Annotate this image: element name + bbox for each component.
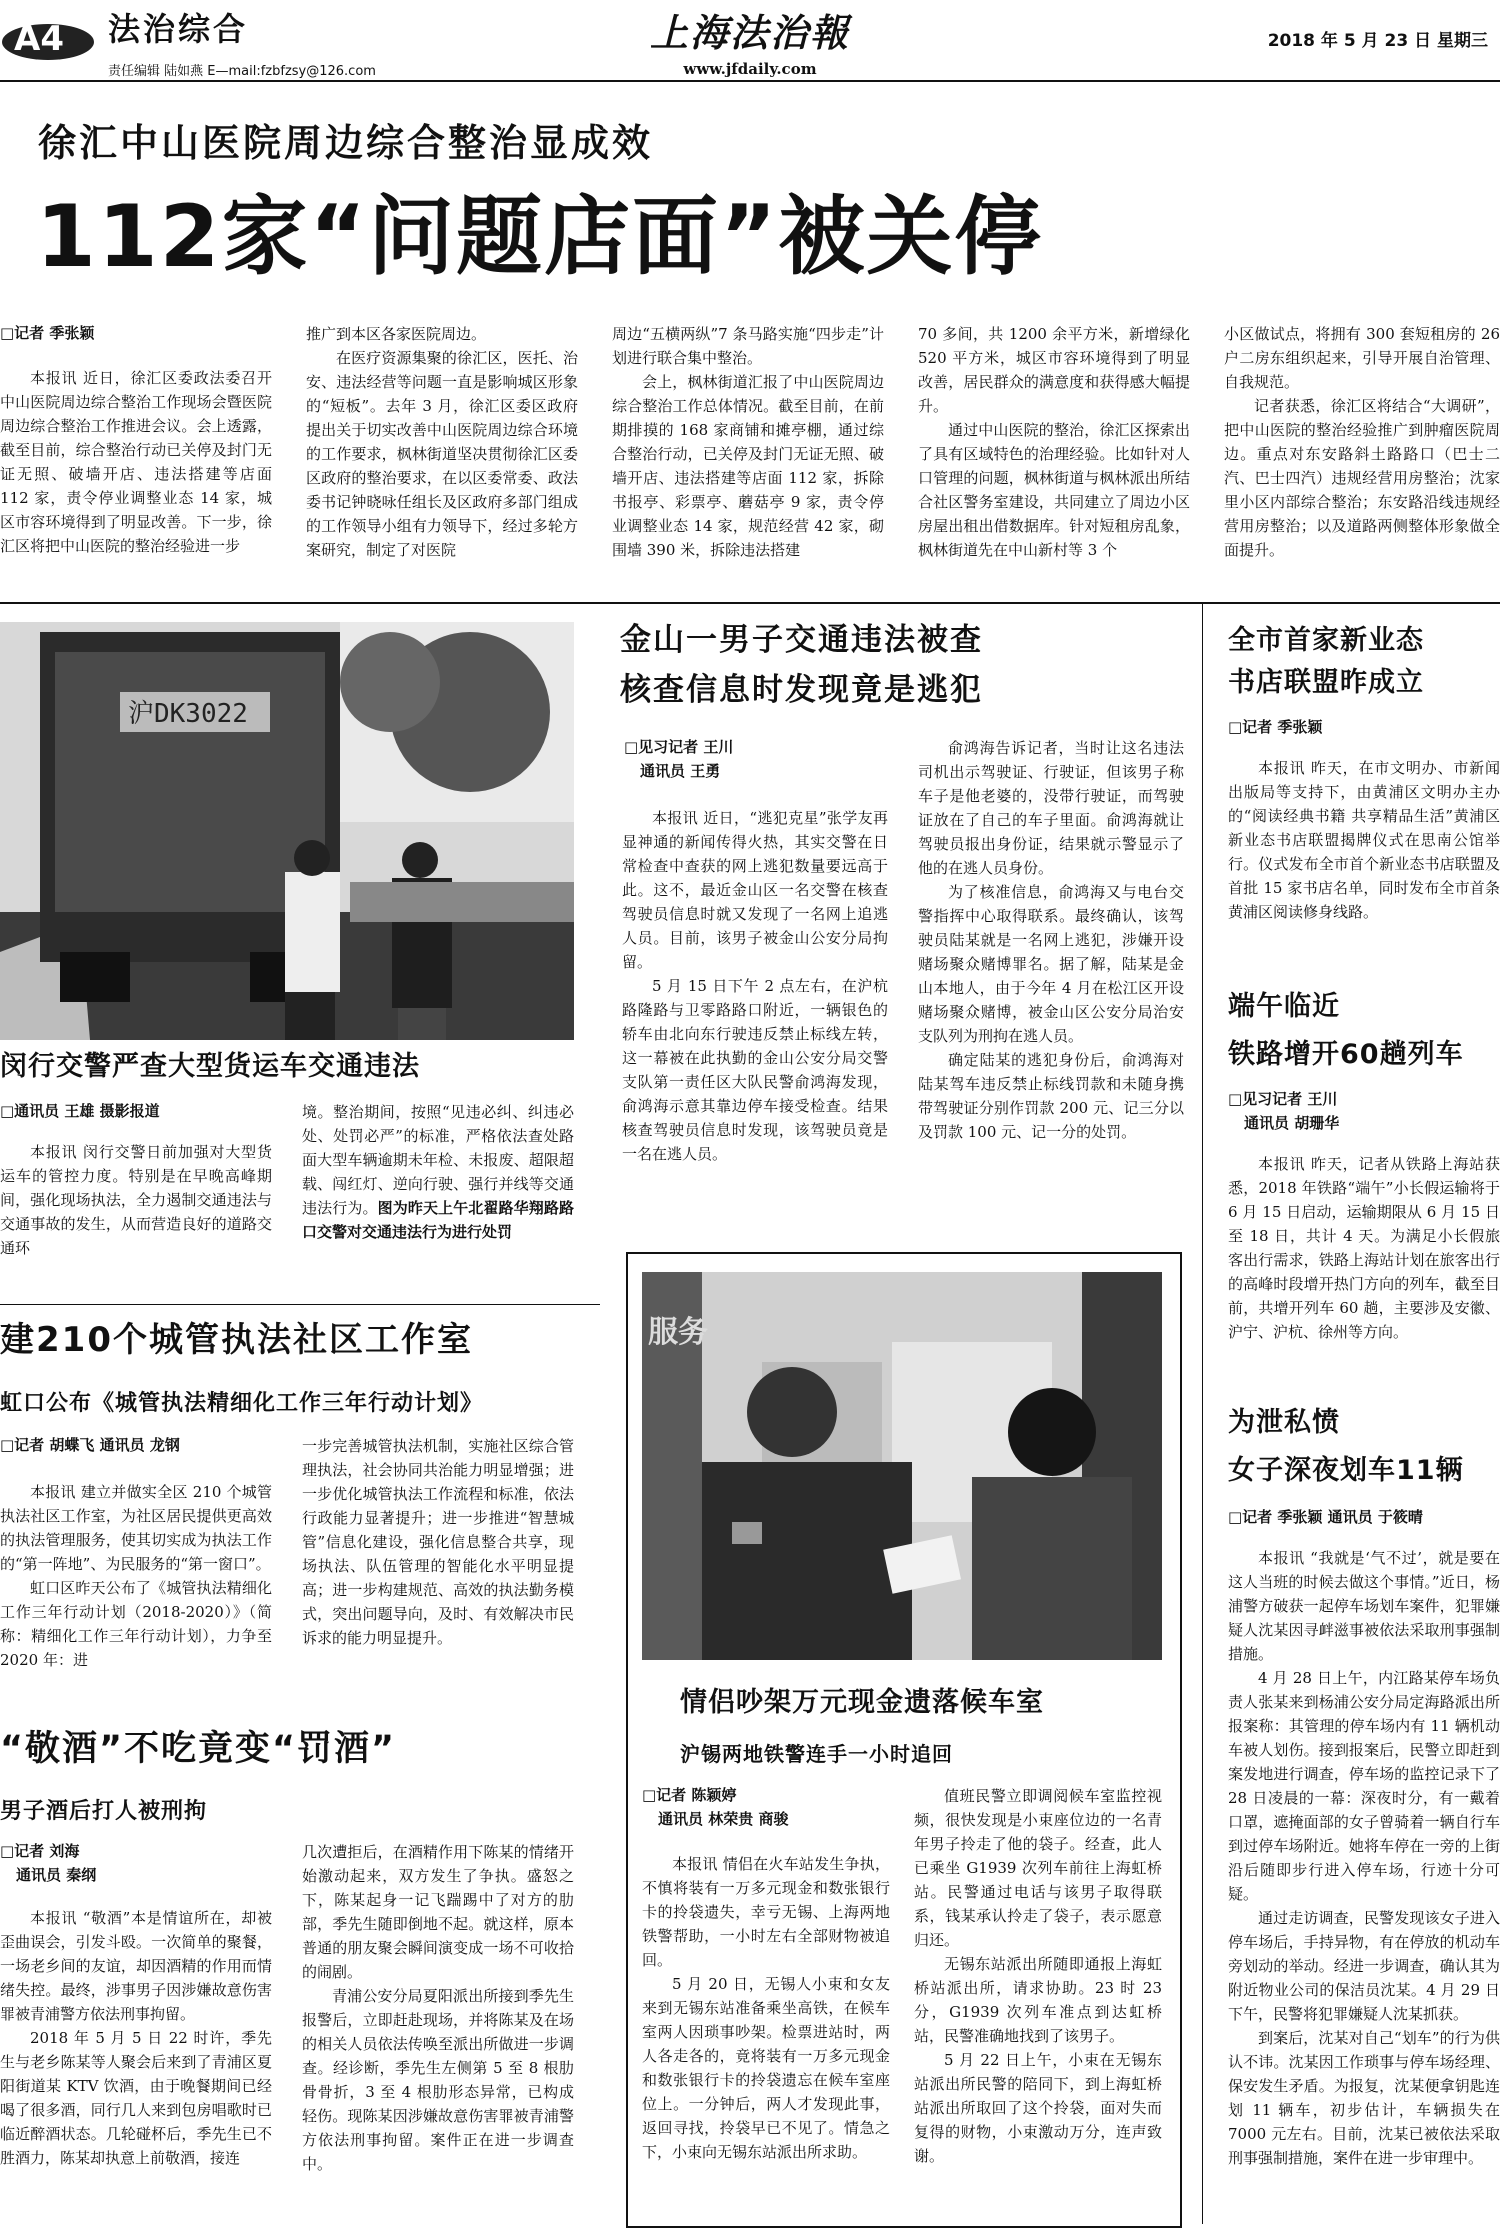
drink-headline: “敬酒”不吃竟变“罚酒” [0,1729,397,1769]
train-headline-2: 铁路增开60趟列车 [1228,1039,1464,1070]
lead-column-1: 本报讯 近日，徐汇区委政法委召开中山医院周边综合整治工作现场会暨医院周边综合整治工作推进会议。会上透露，截至目前，综合整治行动已关停及封门无证无照、破墙开店、违法搭建等店面 112 家，责令停业调整业态 14 家，城区市容环境得到了明显改善。下一步，徐汇区将把中山医院的整治经验进一步 [0,369,272,555]
jinshan-column-1: 本报讯 近日，“逃犯克星”张学友再显神通的新闻传得火热，其实交警在日常检查中查获的网上逃犯数量要远高于此。这不，最近金山区一名交警在核查驾驶员信息时就又发现了一名网上追逃人员。目前，该男子被金山公安分局拘留。 5 月 15 日下午 2 点左右，在沪杭路隆路与卫零路路口附近，一辆银色的轿车由北向东行驶违反禁止标线左转，这一幕被在此执勤的金山公安分局交警支队第一责任区大队民警俞鸿海发现，俞鸿海示意其靠边停车接受检查。结果核查驾驶员信息时发现，该驾驶员竟是一名在逃人员。 [622,809,888,1163]
lead-kicker: 徐汇中山医院周边综合整治显成效 [38,121,654,165]
truck-column-2: 境。整治期间，按照“见违必纠、纠违必处、处罚必严”的标准，严格依法查处路面大型车辆逾期未年检、未报废、超限超载、闯红灯、逆向行驶、强行并线等交通违法行为。 图为昨天上午北翟路华翔路路口交警对交通违法行为进行处罚 [302,1103,574,1241]
editor-line: 责任编辑 陆如燕 E—mail:fzbfzsy@126.com [108,64,376,79]
bookstore-headline-2: 书店联盟昨成立 [1228,667,1424,698]
website: www.jfdaily.com [683,60,817,78]
bookstore-headline-1: 全市首家新业态 [1228,625,1424,656]
lead-column-5: 小区做试点，将拥有 300 套短租房的 26 户二房东组织起来，引导开展自治管理、自我规范。 记者获悉，徐汇区将结合“大调研”，把中山医院的整治经验推广到肿瘤医院周边。重点对东安路斜土路路口（巴士二汽、巴士四汽）违规经营用房整治；沈家里小区内部综合整治；东安路沿线违规经营用房整治；以及道路两侧整体形象做全面提升。 [1224,325,1500,559]
bookstore-byline: □记者 季张颖 [1228,718,1323,736]
jinshan-headline-2: 核查信息时发现竟是逃犯 [620,672,983,708]
drink-column-1: 本报讯 “敬酒”本是情谊所在，却被歪曲误会，引发斗殴。一次简单的聚餐，一场老乡间的友谊，却因酒精的作用而情绪失控。最终，涉事男子因涉嫌故意伤害罪被青浦警方依法刑事拘留。 2018 年 5 月 5 日 22 时许，季先生与老乡陈某等人聚会后来到了青浦区夏阳街道某 KTV 饮酒，由于晚餐期间已经喝了很多酒，同行几人来到包房唱歌时已临近醉酒状态。几轮碰杯后，季先生已不胜酒力，陈某却执意上前敬酒，接连 [0,1909,272,2167]
chengguan-column-1: 本报讯 建立并做实全区 210 个城管执法社区工作室，为社区居民提供更高效的执法管理服务，使其切实成为执法工作的“第一阵地”、为民服务的“第一窗口”。 虹口区昨天公布了《城管执法精细化工作三年行动计划（2018-2020）》（简称：精细化工作三年行动计划），力争至 2020 年：进 [0,1483,272,1669]
right-column-rule [1202,604,1203,2224]
issue-date: 2018 年 5 月 23 日 星期三 [1267,31,1488,51]
cash-byline-1: □记者 陈颖婷 [642,1786,737,1804]
chengguan-top-rule [0,1304,600,1305]
lead-column-4: 70 多间，共 1200 余平方米，新增绿化 520 平方米，城区市容环境得到了明显改善，居民群众的满意度和获得感大幅提升。 通过中山医院的整治，徐汇区探索出了具有区域特色的治理经验。比如针对人口管理的问题，枫林街道与枫林派出所结合社区警务室建设，共同建立了周边小区房屋出租出借数据库。针对短租房乱象，枫林街道先在中山新村等 3 个 [918,325,1190,559]
truck-plate: 沪DK3022 [128,699,248,729]
train-headline-1: 端午临近 [1228,991,1340,1022]
chengguan-subheadline: 虹口公布《城管执法精细化工作三年行动计划》 [0,1391,484,1416]
truck-byline: □通讯员 王雄 摄影报道 [0,1102,160,1120]
lead-column-2: 推广到本区各家医院周边。 在医疗资源集聚的徐汇区，医托、治安、违法经营等问题一直是影响城区形象的“短板”。去年 3 月，徐汇区委区政府提出关于切实改善中山医院周边综合环境的工作要求，枫林街道坚决贯彻徐汇区委区政府的整治要求，在以区委常委、政法委书记钟晓咏任组长及区政府多部门组成的工作领导小组有力领导下，经过多轮方案研究，制定了对医院 [306,325,578,559]
chengguan-column-2: 一步完善城管执法机制，实施社区综合管理执法，社会协同共治能力明显增强；进一步优化城管执法工作流程和标准，依法行政能力显著提升；进一步推进“智慧城管”信息化建设，强化信息整合共享，现场执法、队伍管理的智能化水平明显提高；进一步构建规范、高效的执法勤务模式，突出问题导向，及时、有效解决市民诉求的能力明显提升。 [302,1437,574,1647]
lead-column-3: 周边“五横两纵”7 条马路实施“四步走”计划进行联合集中整治。 会上，枫林街道汇报了中山医院周边综合整治工作总体情况。截至目前，在前期排摸的 168 家商铺和摊亭棚，通过综合整治行动，已关停及封门无证无照、破墙开店、违法搭建等店面 112 家，拆除书报亭、彩票亭、蘑菇亭 9 家，责令停业调整业态 14 家，规范经营 42 家，砌围墙 390 米，拆除违法搭建 [612,325,884,559]
cash-byline-2: 通讯员 林荣贵 商骏 [658,1810,789,1828]
carscratch-body: 本报讯 “我就是‘气不过’，就是要在这人当班的时候去做这个事情。”近日，杨浦警方破获一起停车场划车案件，犯罪嫌疑人沈某因寻衅滋事被依法采取刑事强制措施。 4 月 28 日上午，内江路某停车场负责人张某来到杨浦公安分局定海路派出所报案称：其管理的停车场内有 11 辆机动车被人划伤。接到报案后，民警立即赶到案发地进行调查，停车场的监控记录下了 28 日凌晨的一幕：深夜时分，有一戴着口罩，遮掩面部的女子曾骑着一辆自行车到过停车场附近。她将车停在一旁的上街沿后随即步行进入停车场，行迹十分可疑。 通过走访调查，民警发现该女子进入停车场后，手持异物，有在停放的机动车旁划动的举动。经进一步调查，确认其为附近物业公司的保洁员沈某。4 月 29 日下午，民警将犯罪嫌疑人沈某抓获。 到案后，沈某对自己“划车”的行为供认不讳。沈某因工作琐事与停车场经理、保安发生矛盾。为报复，沈某便拿钥匙连划 11 辆车，初步估计，车辆损失在 7000 元左右。目前，沈某已被依法采取刑事强制措施，案件在进一步审理中。 [1228,1549,1500,2167]
service-sign: 服务 [648,1315,708,1350]
page-number: A4 [14,19,64,59]
carscratch-headline-2: 女子深夜划车11辆 [1228,1455,1464,1486]
header-rule [0,80,1500,82]
cash-headline: 情侣吵架万元现金遗落候车室 [680,1687,1044,1718]
carscratch-headline-1: 为泄私愤 [1228,1407,1340,1438]
train-byline-1: □见习记者 王川 [1228,1090,1338,1108]
chengguan-headline: 建210个城管执法社区工作室 [0,1320,473,1360]
page-number-badge [0,0,100,64]
jinshan-byline-2: 通讯员 王勇 [640,762,721,780]
bookstore-body: 本报讯 昨天，在市文明办、市新闻出版局等支持下，由黄浦区文明办主办的“阅读经典书籍 共享精品生活”黄浦区新业态书店联盟揭牌仪式在思南公馆举行。仪式发布全市首个新业态书店联盟及首批 15 家书店名单，同时发布全市首条黄浦区阅读修身线路。 [1228,759,1500,921]
carscratch-byline: □记者 季张颖 通讯员 于筱晴 [1228,1508,1423,1526]
drink-byline-1: □记者 刘海 [0,1842,80,1860]
train-body: 本报讯 昨天，记者从铁路上海站获悉，2018 年铁路“端午”小长假运输将于 6 月 15 日启动，运输期限从 6 月 15 日至 18 日，共计 4 天。为满足小长假旅客出行需求，铁路上海站计划在旅客出行的高峰时段增开热门方向的列车，截至目前，共增开列车 60 趟，主要涉及安徽、沪宁、沪杭、徐州等方向。 [1228,1155,1500,1341]
masthead-logo: 上海法治報 [649,10,850,55]
cash-subheadline: 沪锡两地铁警连手一小时追回 [680,1742,953,1766]
chengguan-byline: □记者 胡蝶飞 通讯员 龙钢 [0,1436,180,1454]
train-byline-2: 通讯员 胡珊华 [1244,1114,1340,1132]
drink-byline-2: 通讯员 秦纲 [16,1866,97,1884]
cash-column-2: 值班民警立即调阅候车室监控视频，很快发现是小束座位边的一名青年男子拎走了他的袋子。经查，此人已乘坐 G1939 次列车前往上海虹桥站。民警通过电话与该男子取得联系，钱某承认拎走了袋子，表示愿意归还。 无锡东站派出所随即通报上海虹桥站派出所，请求协助。23 时 23 分，G1939 次列车准点到达虹桥站，民警准确地找到了该男子。 5 月 22 日上午，小束在无锡东站派出所民警的陪同下，到上海虹桥站派出所取回了这个拎袋，面对失而复得的财物，小束激动万分，连声致谢。 [914,1787,1162,2165]
drink-column-2: 几次遭拒后，在酒精作用下陈某的情绪开始激动起来，双方发生了争执。盛怒之下，陈某起身一记飞踹踢中了对方的肋部，季先生随即倒地不起。就这样，原本普通的朋友聚会瞬间演变成一场不可收拾的闹剧。 青浦公安分局夏阳派出所接到季先生报警后，立即赶赴现场，并将陈某及在场的相关人员依法传唤至派出所做进一步调查。经诊断，季先生左侧第 5 至 8 根肋骨骨折，3 至 4 根肋形态异常，已构成轻伤。现陈某因涉嫌故意伤害罪被青浦警方依法刑事拘留。案件正在进一步调查中。 [302,1843,574,2173]
jinshan-column-2: 俞鸿海告诉记者，当时让这名违法司机出示驾驶证、行驶证，但该男子称车子是他老婆的，没带行驶证，而驾驶证放在了自己的车子里面。俞鸿海就让驾驶员报出身份证，结果就示警显示了他的在逃人员身份。 为了核准信息，俞鸿海又与电台交警指挥中心取得联系。最终确认，该驾驶员陆某就是一名网上逃犯，涉嫌开设赌场聚众赌博罪名。据了解，陆某是金山本地人，由于今年 4 月在松江区开设赌场聚众赌博，被金山区公安分局治安支队列为刑拘在逃人员。 确定陆某的逃犯身份后，俞鸿海对陆某驾车违反禁止标线罚款和未随身携带驾驶证分别作罚款 200 元、记三分以及罚款 100 元、记一分的处罚。 [918,739,1184,1141]
drink-subheadline: 男子酒后打人被刑拘 [0,1799,208,1824]
jinshan-headline-1: 金山一男子交通违法被查 [620,622,983,658]
lead-byline: □记者 季张颖 [0,324,95,342]
truck-photo [0,622,574,1040]
section-title: 法治综合 [108,10,249,48]
truck-caption: 图为昨天上午北翟路华翔路路口交警对交通违法行为进行处罚 [302,1199,574,1241]
cash-photo [642,1272,1162,1660]
cash-column-1: 本报讯 情侣在火车站发生争执，不慎将装有一万多元现金和数张银行卡的拎袋遗失，幸亏无锡、上海两地铁警帮助，一小时左右全部财物被追回。 5 月 20 日，无锡人小束和女友来到无锡东站准备乘坐高铁，在候车室两人因琐事吵架。检票进站时，两人各走各的，竟将装有一万多元现金和数张银行卡的拎袋遗忘在候车室座位上。一分钟后，两人才发现此事，返回寻找，拎袋早已不见了。情急之下，小束向无锡东站派出所求助。 [642,1855,890,2161]
jinshan-byline-1: □见习记者 王川 [624,738,734,756]
truck-headline: 闵行交警严查大型货运车交通违法 [0,1051,420,1082]
truck-column-1: 本报讯 闵行交警日前加强对大型货运车的管控力度。特别是在早晚高峰期间，强化现场执法，全力遏制交通违法与交通事故的发生，从而营造良好的道路交通环 [0,1143,272,1257]
lead-bottom-rule [0,602,1500,604]
lead-headline: 112家“问题店面”被关停 [36,187,1043,287]
